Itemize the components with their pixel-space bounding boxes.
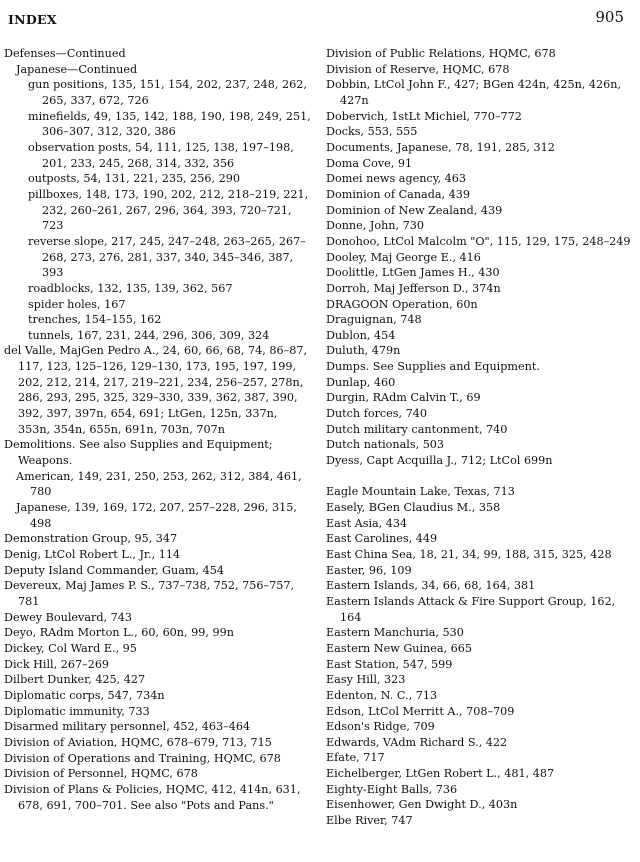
index-entry: Dunlap, 460 bbox=[326, 375, 396, 389]
index-entry: Dick Hill, 267–269 bbox=[4, 657, 110, 671]
index-entry: Eastern Manchuria, 530 bbox=[326, 626, 464, 640]
index-entry: Division of Public Relations, HQMC, 678 bbox=[326, 47, 556, 60]
header-title: INDEX bbox=[8, 12, 57, 27]
index-entry: Donohoo, LtCol Malcolm "O", 115, 129, 175, 248–249 bbox=[326, 234, 631, 248]
index-entry: Dilbert Dunker, 425, 427 bbox=[4, 673, 146, 687]
index-entry: Draguignan, 748 bbox=[326, 313, 422, 327]
index-entry: Dyess, Capt Acquilla J., 712; LtCol 699n bbox=[326, 454, 553, 468]
index-entry: Dickey, Col Ward E., 95 bbox=[4, 641, 137, 655]
index-entry: Eastern Islands, 34, 66, 68, 164, 381 bbox=[326, 579, 536, 593]
index-subentry: Japanese—Continued bbox=[16, 62, 138, 76]
index-entry: Domei news agency, 463 bbox=[326, 172, 466, 186]
index-column-left bbox=[4, 46, 312, 813]
index-entry: Defenses—Continued bbox=[4, 47, 126, 60]
index-subentry: gun positions, 135, 151, 154, 202, 237, 248, 262, 265, 337, 672, 726 bbox=[28, 78, 307, 107]
index-subentry: pillboxes, 148, 173, 190, 202, 212, 218–219, 221, 232, 260–261, 267, 296, 364, 393, 720–721, 723 bbox=[28, 187, 309, 233]
index-entry: Elbe River, 747 bbox=[326, 814, 413, 828]
letter-section-gap bbox=[326, 469, 634, 485]
index-entry: Division of Personnel, HQMC, 678 bbox=[4, 767, 198, 781]
index-entry: Easely, BGen Claudius M., 358 bbox=[326, 500, 501, 514]
index-entry: Division of Aviation, HQMC, 678–679, 713, 715 bbox=[4, 735, 272, 749]
index-subentry: American, 149, 231, 250, 253, 262, 312, 384, 461, 780 bbox=[16, 469, 302, 499]
index-subentry: trenches, 154–155, 162 bbox=[28, 313, 162, 327]
index-subentry: roadblocks, 132, 135, 139, 362, 567 bbox=[28, 281, 233, 295]
index-entry: Division of Operations and Training, HQMC, 678 bbox=[4, 751, 281, 765]
index-entry: Dobbin, LtCol John F., 427; BGen 424n, 425n, 426n, 427n bbox=[326, 78, 622, 107]
page-header bbox=[8, 8, 624, 30]
page-number: 905 bbox=[595, 8, 624, 26]
index-entry: Eastern Islands Attack & Fire Support Group, 162, 164 bbox=[326, 594, 616, 624]
index-entry: East Station, 547, 599 bbox=[326, 657, 453, 671]
index-entry: East Carolines, 449 bbox=[326, 532, 438, 546]
index-entry: Devereux, Maj James P. S., 737–738, 752, 756–757, 781 bbox=[4, 579, 294, 608]
index-entry: Diplomatic corps, 547, 734n bbox=[4, 688, 165, 702]
index-entry: Edenton, N. C., 713 bbox=[326, 688, 438, 702]
index-entry: Eighty-Eight Balls, 736 bbox=[326, 782, 458, 796]
index-entry: Documents, Japanese, 78, 191, 285, 312 bbox=[326, 140, 555, 154]
index-entry: Edson, LtCol Merritt A., 708–709 bbox=[326, 704, 515, 718]
index-entry: Efate, 717 bbox=[326, 751, 385, 765]
index-entry: Dumps. See Supplies and Equipment. bbox=[326, 360, 540, 374]
index-entry: Edwards, VAdm Richard S., 422 bbox=[326, 735, 508, 749]
index-entry: Dominion of New Zealand, 439 bbox=[326, 203, 503, 217]
index-entry: Demolitions. See also Supplies and Equipment; Weapons. bbox=[4, 438, 273, 468]
index-entry: Deyo, RAdm Morton L., 60, 60n, 99, 99n bbox=[4, 626, 234, 640]
index-entry: Demonstration Group, 95, 347 bbox=[4, 532, 178, 546]
index-entry: Denig, LtCol Robert L., Jr., 114 bbox=[4, 548, 181, 561]
index-entry: Dutch military cantonment, 740 bbox=[326, 422, 508, 436]
index-subentry: outposts, 54, 131, 221, 235, 256, 290 bbox=[28, 172, 240, 186]
index-entry: Duluth, 479n bbox=[326, 344, 401, 358]
index-entry: East Asia, 434 bbox=[326, 516, 408, 530]
index-entry: del Valle, MajGen Pedro A., 24, 60, 66, 68, 74, 86–87, 117, 123, 125–126, 129–130, 173, 195, 197, 199, 202, 212, 214, 217, 219–221, 234, 256–257, 278n, 286, 293, 295, 325, 329–330, 339, 362, 387, 390, 392, 397, 397n, 654, 691; LtGen, 125n, 337n, 353n, 354n, 655n, 691n, 703n, 707n bbox=[4, 344, 307, 436]
index-entry: Doolittle, LtGen James H., 430 bbox=[326, 266, 500, 280]
index-entry: Dominion of Canada, 439 bbox=[326, 187, 471, 201]
index-entry: Durgin, RAdm Calvin T., 69 bbox=[326, 391, 481, 405]
index-entry: Eichelberger, LtGen Robert L., 481, 487 bbox=[326, 767, 555, 781]
index-entry: Easy Hill, 323 bbox=[326, 673, 406, 687]
index-entry: Disarmed military personnel, 452, 463–464 bbox=[4, 720, 251, 734]
index-entry: Dutch forces, 740 bbox=[326, 407, 428, 421]
index-entry: East China Sea, 18, 21, 34, 99, 188, 315, 325, 428 bbox=[326, 547, 612, 561]
index-entry: Eisenhower, Gen Dwight D., 403n bbox=[326, 798, 518, 812]
index-entry: Division of Reserve, HQMC, 678 bbox=[326, 62, 510, 76]
index-entry: DRAGOON Operation, 60n bbox=[326, 297, 478, 311]
index-entry: Dublon, 454 bbox=[326, 328, 396, 342]
index-entry: Dewey Boulevard, 743 bbox=[4, 610, 132, 624]
index-entry: Docks, 553, 555 bbox=[326, 125, 418, 139]
index-entry: Eastern New Guinea, 665 bbox=[326, 641, 473, 655]
index-subentry: observation posts, 54, 111, 125, 138, 197–198, 201, 233, 245, 268, 314, 332, 356 bbox=[28, 140, 294, 170]
index-subentry: tunnels, 167, 231, 244, 296, 306, 309, 324 bbox=[28, 328, 270, 342]
index-entry: Dooley, Maj George E., 416 bbox=[326, 250, 481, 264]
index-entry: Division of Plans & Policies, HQMC, 412, 414n, 631, 678, 691, 700–701. See also "Pots and Pans." bbox=[4, 782, 301, 812]
index-entry: Donne, John, 730 bbox=[326, 219, 424, 233]
index-entry: Edson's Ridge, 709 bbox=[326, 720, 435, 734]
index-entry: Dorroh, Maj Jefferson D., 374n bbox=[326, 281, 501, 295]
index-entry: Diplomatic immunity, 733 bbox=[4, 704, 150, 718]
index-subentry: minefields, 49, 135, 142, 188, 190, 198, 249, 251, 306–307, 312, 320, 386 bbox=[28, 109, 311, 139]
index-entry: Easter, 96, 109 bbox=[326, 563, 412, 577]
index-subentry: Japanese, 139, 169, 172, 207, 257–228, 296, 315, 498 bbox=[16, 501, 297, 530]
index-entry: Dutch nationals, 503 bbox=[326, 438, 445, 452]
index-entry: Deputy Island Commander, Guam, 454 bbox=[4, 563, 224, 577]
index-column-right bbox=[326, 46, 634, 829]
index-subentry: spider holes, 167 bbox=[28, 297, 126, 311]
index-entry: Eagle Mountain Lake, Texas, 713 bbox=[326, 485, 515, 499]
index-subentry: reverse slope, 217, 245, 247–248, 263–265, 267–268, 273, 276, 281, 337, 340, 345–346, 387, 393 bbox=[28, 234, 306, 280]
index-entry: Doma Cove, 91 bbox=[326, 156, 413, 170]
index-entry: Dobervich, 1stLt Michiel, 770–772 bbox=[326, 109, 522, 123]
